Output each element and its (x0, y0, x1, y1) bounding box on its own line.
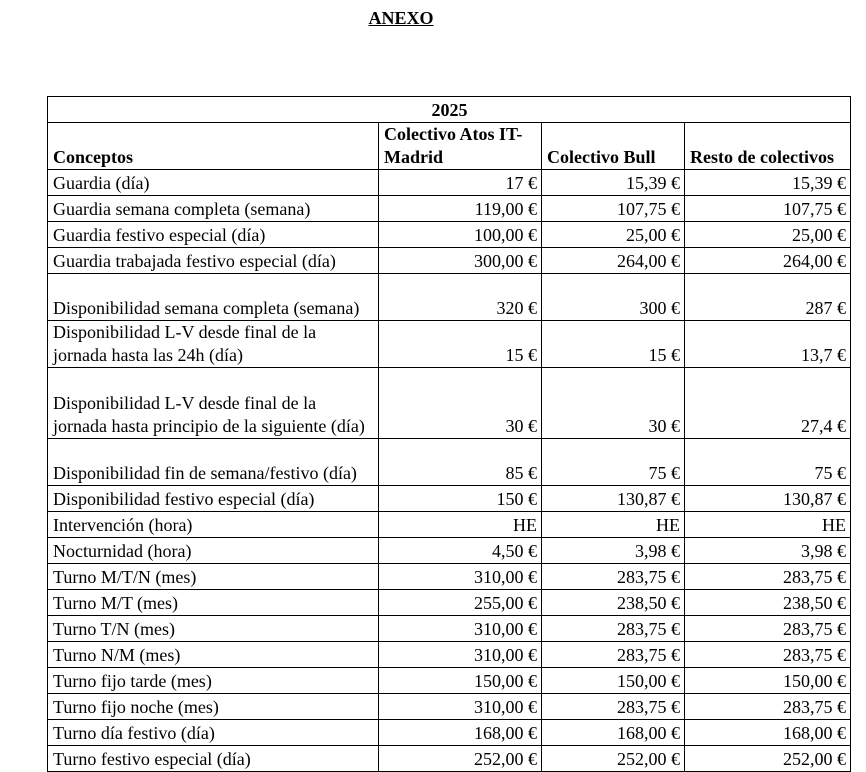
table-row (48, 538, 851, 564)
concept-cell: Guardia festivo especial (día) (48, 222, 379, 248)
table-row (48, 668, 851, 694)
table-row (48, 746, 851, 772)
atos-value-cell: 85 € (379, 439, 542, 486)
resto-value-cell: 283,75 € (685, 694, 851, 720)
atos-value-cell: 119,00 € (379, 196, 542, 222)
year-header: 2025 (48, 97, 851, 123)
resto-value-cell: 130,87 € (685, 486, 851, 512)
atos-value-cell: 310,00 € (379, 564, 542, 590)
resto-value-cell: 168,00 € (685, 720, 851, 746)
atos-value-cell: 15 € (379, 321, 542, 368)
table-row (48, 248, 851, 274)
concept-cell: Turno M/T (mes) (48, 590, 379, 616)
resto-value-cell: 13,7 € (685, 321, 851, 368)
bull-value-cell: 150,00 € (542, 668, 685, 694)
concept-cell: Guardia trabajada festivo especial (día) (48, 248, 379, 274)
concept-cell: Turno N/M (mes) (48, 642, 379, 668)
table-row (48, 486, 851, 512)
table-row (48, 590, 851, 616)
bull-value-cell: 25,00 € (542, 222, 685, 248)
atos-value-cell: 255,00 € (379, 590, 542, 616)
atos-value-cell: 320 € (379, 274, 542, 321)
concept-cell: Intervención (hora) (48, 512, 379, 538)
table-row (48, 616, 851, 642)
resto-value-cell: 283,75 € (685, 616, 851, 642)
bull-value-cell: 283,75 € (542, 564, 685, 590)
resto-value-cell: 287 € (685, 274, 851, 321)
table-row (48, 720, 851, 746)
bull-value-cell: 264,00 € (542, 248, 685, 274)
table-row (48, 694, 851, 720)
bull-value-cell: 15 € (542, 321, 685, 368)
resto-value-cell: 238,50 € (685, 590, 851, 616)
concept-cell: Guardia (día) (48, 170, 379, 196)
bull-value-cell: 130,87 € (542, 486, 685, 512)
resto-value-cell: 27,4 € (685, 368, 851, 439)
concept-cell: Guardia semana completa (semana) (48, 196, 379, 222)
atos-value-cell: HE (379, 512, 542, 538)
resto-value-cell: 15,39 € (685, 170, 851, 196)
header-row (48, 123, 851, 170)
resto-value-cell: 107,75 € (685, 196, 851, 222)
table-row (48, 321, 851, 368)
resto-value-cell: 150,00 € (685, 668, 851, 694)
header-bull: Colectivo Bull (542, 123, 685, 170)
concept-cell: Nocturnidad (hora) (48, 538, 379, 564)
atos-value-cell: 17 € (379, 170, 542, 196)
table-row (48, 170, 851, 196)
atos-value-cell: 30 € (379, 368, 542, 439)
bull-value-cell: 107,75 € (542, 196, 685, 222)
atos-value-cell: 252,00 € (379, 746, 542, 772)
resto-value-cell: 264,00 € (685, 248, 851, 274)
bull-value-cell: 168,00 € (542, 720, 685, 746)
table-row (48, 642, 851, 668)
atos-value-cell: 310,00 € (379, 694, 542, 720)
concept-cell: Disponibilidad festivo especial (día) (48, 486, 379, 512)
bull-value-cell: 15,39 € (542, 170, 685, 196)
bull-value-cell: 300 € (542, 274, 685, 321)
header-resto: Resto de colectivos (685, 123, 851, 170)
table-row (48, 564, 851, 590)
concept-cell: Turno fijo noche (mes) (48, 694, 379, 720)
atos-value-cell: 300,00 € (379, 248, 542, 274)
bull-value-cell: 252,00 € (542, 746, 685, 772)
resto-value-cell: 75 € (685, 439, 851, 486)
concept-cell: Disponibilidad semana completa (semana) (48, 274, 379, 321)
bull-value-cell: 283,75 € (542, 616, 685, 642)
atos-value-cell: 100,00 € (379, 222, 542, 248)
concept-cell: Turno festivo especial (día) (48, 746, 379, 772)
resto-value-cell: 283,75 € (685, 642, 851, 668)
concept-cell: Disponibilidad L-V desde final de la jornada hasta principio de la siguiente (día) (48, 368, 379, 439)
atos-value-cell: 4,50 € (379, 538, 542, 564)
table-row (48, 439, 851, 486)
bull-value-cell: 283,75 € (542, 642, 685, 668)
bull-value-cell: 238,50 € (542, 590, 685, 616)
resto-value-cell: 25,00 € (685, 222, 851, 248)
compensation-table (47, 96, 851, 772)
atos-value-cell: 310,00 € (379, 616, 542, 642)
bull-value-cell: 283,75 € (542, 694, 685, 720)
concept-cell: Turno M/T/N (mes) (48, 564, 379, 590)
table-row (48, 512, 851, 538)
resto-value-cell: 252,00 € (685, 746, 851, 772)
concept-cell: Turno día festivo (día) (48, 720, 379, 746)
bull-value-cell: 30 € (542, 368, 685, 439)
table-row (48, 196, 851, 222)
resto-value-cell: HE (685, 512, 851, 538)
header-concepts: Conceptos (48, 123, 379, 170)
concept-cell: Turno T/N (mes) (48, 616, 379, 642)
table-row (48, 368, 851, 439)
table-row (48, 222, 851, 248)
concept-cell: Disponibilidad fin de semana/festivo (día) (48, 439, 379, 486)
atos-value-cell: 310,00 € (379, 642, 542, 668)
resto-value-cell: 283,75 € (685, 564, 851, 590)
year-row (48, 97, 851, 123)
annex-title: ANEXO (368, 8, 434, 28)
bull-value-cell: 75 € (542, 439, 685, 486)
table-row (48, 274, 851, 321)
bull-value-cell: HE (542, 512, 685, 538)
header-atos: Colectivo Atos IT- Madrid (379, 123, 542, 170)
atos-value-cell: 150,00 € (379, 668, 542, 694)
concept-cell: Turno fijo tarde (mes) (48, 668, 379, 694)
atos-value-cell: 150 € (379, 486, 542, 512)
concept-cell: Disponibilidad L-V desde final de la jornada hasta las 24h (día) (48, 321, 379, 368)
atos-value-cell: 168,00 € (379, 720, 542, 746)
bull-value-cell: 3,98 € (542, 538, 685, 564)
resto-value-cell: 3,98 € (685, 538, 851, 564)
